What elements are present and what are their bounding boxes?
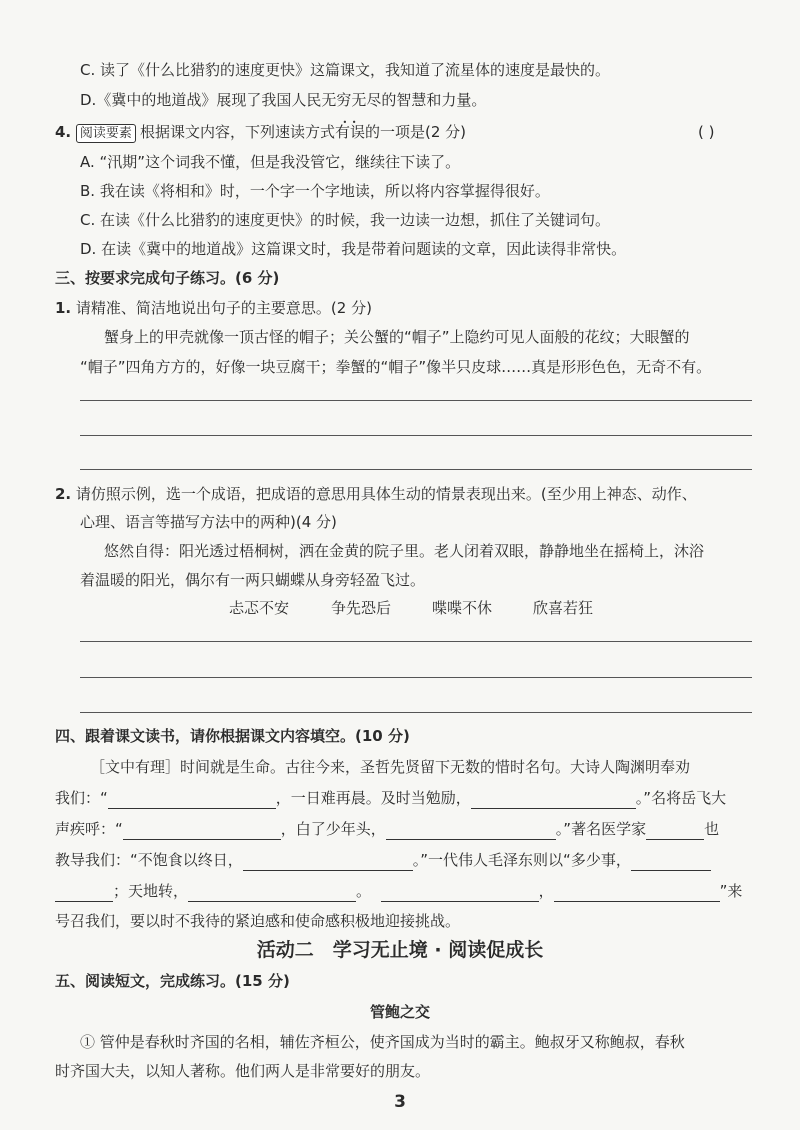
s4-text: 声疾呼：“ (55, 820, 123, 838)
s4-text: 。”名将岳飞大 (635, 789, 727, 807)
fill-blank[interactable] (554, 883, 720, 902)
q3-option-d: D.《冀中的地道战》展现了我国人民无穷无尽的智慧和力量。 (80, 91, 487, 109)
idiom-option[interactable]: 忐忑不安 (229, 599, 290, 617)
s4-text: 。”一代伟人毛泽东则以“多少事， (412, 851, 631, 869)
activity-two-title: 活动二 学习无止境 · 阅读促成长 (256, 939, 544, 961)
reading-element-tag: 阅读要素 (76, 124, 136, 143)
s3-q1-number: 1. (55, 299, 72, 317)
q4-stem-text-before: 根据课文内容，下列速读方式 (139, 123, 335, 141)
s4-text: ， (538, 882, 554, 900)
answer-line[interactable] (80, 677, 752, 678)
s4-text: ，白了少年头， (280, 820, 386, 838)
answer-line[interactable] (80, 641, 752, 642)
idiom-option[interactable]: 争先恐后 (331, 599, 392, 617)
q4-option-a: A. “汛期”这个词我不懂，但是我没管它，继续往下读了。 (80, 153, 461, 171)
s3-q2-text-line1: 请仿照示例，选一个成语，把成语的意思用具体生动的情景表现出来。(至少用上神态、动作、 (75, 485, 697, 503)
fill-blank[interactable] (471, 790, 636, 809)
s3-q2 (55, 483, 697, 505)
s3-q2-text-line2: 心理、语言等描写方法中的两种)(4 分) (80, 513, 337, 531)
fill-blank[interactable] (55, 883, 113, 902)
idiom-option[interactable]: 喋喋不休 (432, 599, 493, 617)
s4-text: ，一日难再晨。及时当勉励， (275, 789, 471, 807)
q4-number: 4. (55, 123, 72, 141)
q4-option-d: D. 在读《冀中的地道战》这篇课文时，我是带着问题读的文章，因此读得非常快。 (80, 240, 627, 258)
fill-blank[interactable] (243, 852, 413, 871)
q4-stem-emphasis: 有误 • • (335, 123, 365, 141)
s4-line1: ［文中有理］时间就是生命。古往今来，圣哲先贤留下无数的惜时名句。大诗人陶渊明奉劝 (90, 758, 691, 776)
fill-blank[interactable] (108, 790, 276, 809)
s4-line3 (55, 818, 719, 840)
s4-text: ”来 (719, 882, 743, 900)
answer-line[interactable] (80, 469, 752, 470)
fill-blank[interactable] (123, 821, 281, 840)
s4-text: ；天地转， (113, 882, 189, 900)
q3-option-c: C. 读了《什么比猎豹的速度更快》这篇课文，我知道了流星体的速度是最快的。 (80, 61, 611, 79)
answer-line[interactable] (80, 435, 752, 436)
section5-title: 五、阅读短文，完成练习。(15 分) (55, 972, 290, 990)
article-title: 管鲍之交 (369, 1003, 430, 1021)
q4-answer-paren[interactable]: ( ) (698, 123, 715, 141)
idiom-option[interactable]: 欣喜若狂 (533, 599, 594, 617)
s3-q1-text: 请精准、简洁地说出句子的主要意思。(2 分) (75, 299, 372, 317)
article-paragraph1-line1: ① 管仲是春秋时齐国的名相，辅佐齐桓公，使齐国成为当时的霸主。鲍叔牙又称鲍叔，春秋 (80, 1033, 685, 1051)
article-paragraph1-line2: 时齐国大夫，以知人著称。他们两人是非常要好的朋友。 (55, 1062, 431, 1080)
s4-text: 。 (356, 882, 372, 900)
fill-blank[interactable] (386, 821, 556, 840)
s3-q1-passage-line2: “帽子”四角方方的，好像一块豆腐干；拳蟹的“帽子”像半只皮球……真是形形色色，无奇不有。 (80, 358, 712, 376)
page-number: 3 (394, 1092, 406, 1112)
section3-title: 三、按要求完成句子练习。(6 分) (55, 269, 280, 287)
q4-stem-text-after: 的一项是(2 分) (364, 123, 466, 141)
q4-option-b: B. 我在读《将相和》时，一个字一个字地读，所以将内容掌握得很好。 (80, 182, 550, 200)
fill-blank[interactable] (381, 883, 539, 902)
q4-option-c: C. 在读《什么比猎豹的速度更快》的时候，我一边读一边想，抓住了关键词句。 (80, 211, 611, 229)
section4-title: 四、跟着课文读书，请你根据课文内容填空。(10 分) (55, 727, 410, 745)
fill-blank[interactable] (188, 883, 356, 902)
answer-line[interactable] (80, 712, 752, 713)
s4-line5 (55, 880, 742, 902)
s3-q2-number: 2. (55, 485, 72, 503)
answer-line[interactable] (80, 400, 752, 401)
s4-line4 (55, 849, 711, 871)
s3-q1-passage-line1: 蟹身上的甲壳就像一顶古怪的帽子；关公蟹的“帽子”上隐约可见人面般的花纹；大眼蟹的 (104, 328, 690, 346)
s4-line2 (55, 787, 726, 809)
fill-blank[interactable] (646, 821, 704, 840)
s4-text: 教导我们：“不饱食以终日， (55, 851, 243, 869)
s3-q1 (55, 297, 372, 319)
fill-blank[interactable] (631, 852, 711, 871)
s4-text: 也 (704, 820, 720, 838)
s4-text: 我们：“ (55, 789, 108, 807)
s4-text: 。”著名医学家 (555, 820, 647, 838)
q4-stem (55, 121, 466, 143)
s3-q2-example-line2: 着温暖的阳光，偶尔有一两只蝴蝶从身旁轻盈飞过。 (80, 571, 426, 589)
s3-q2-example-line1: 悠然自得：阳光透过梧桐树，洒在金黄的院子里。老人闭着双眼，静静地坐在摇椅上，沐浴 (104, 542, 705, 560)
s4-line6: 号召我们，要以时不我待的紧迫感和使命感积极地迎接挑战。 (55, 912, 461, 930)
